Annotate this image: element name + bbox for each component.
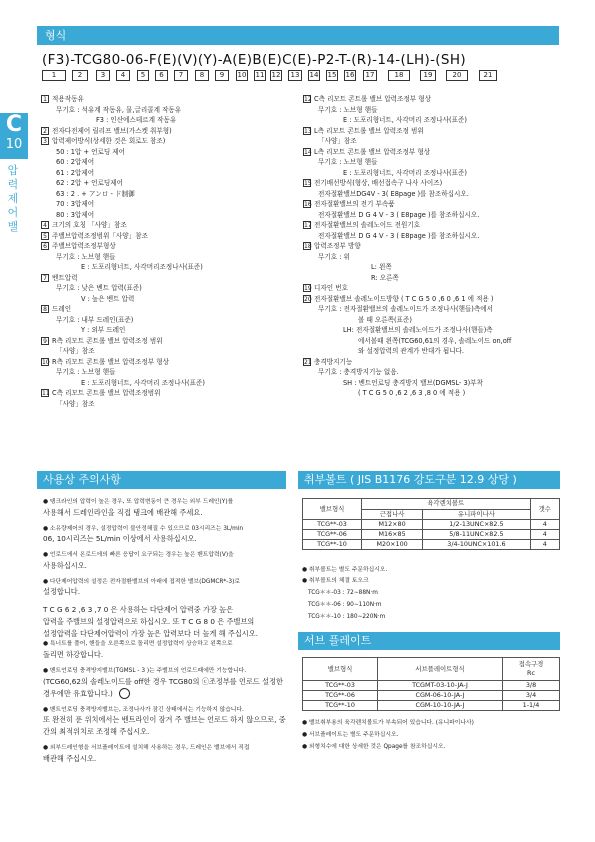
option-line [303, 262, 563, 273]
option-line [303, 115, 563, 126]
option-number: 3 [41, 137, 49, 145]
position-number-box: 14 [309, 71, 319, 79]
bolt-note: ● 취부볼트의 체결 토오크 [302, 578, 369, 584]
caution-note [43, 706, 288, 739]
bolt-note: TCG＊＊-10 : 180∼220N·m [308, 614, 386, 620]
option-number: 20 [304, 295, 312, 303]
subplate-note: ● 외형치수에 대한 상세한 것은 Qpage를 참조하십시오. [302, 744, 446, 750]
position-number-box: 5 [137, 70, 149, 81]
section-header-type [37, 26, 559, 45]
caution-note-body: 배관해 주십시오. [43, 753, 97, 763]
option-number: 12 [304, 96, 312, 103]
option-text: 충격방지기능 [314, 357, 353, 366]
caution-note-lead: ● 특너트를 풀어, 핸들을 오른쪽으로 돌리면 설정압력이 상승하고 왼쪽으로 [43, 641, 233, 648]
option-text: 벤트압력 [52, 273, 78, 282]
position-number-box: 8 [195, 70, 209, 81]
table-row [303, 530, 560, 540]
section-title: 사용상 주의사항 [43, 473, 121, 486]
position-number-box: 20 [446, 70, 468, 81]
option-text: 무기호 : 낮은 벤트 압력(표준) [56, 284, 142, 292]
option-line [41, 94, 296, 105]
circle-symbol-icon [119, 688, 130, 699]
option-number: 16 [304, 201, 312, 208]
option-text: 62 : 2압 + 언로딩제어 [56, 179, 123, 187]
option-line [303, 231, 563, 242]
bolt-header-bolt: 육각렌치볼트 [361, 499, 530, 510]
option-line [41, 126, 296, 137]
option-text: 「사양」참조 [56, 399, 95, 408]
option-line [41, 325, 296, 336]
option-text: 에서볼때 왼쪽(TCG60,61의 경우, 솔레노이드 on,off [358, 336, 512, 345]
option-number: 18 [304, 243, 312, 250]
option-number: 19 [304, 285, 312, 292]
caution-note-body: 설정압력을 다단제어압력이 가장 높은 압력보다 더 높게 해 주십시오. [43, 629, 258, 639]
caution-note [43, 551, 288, 572]
caution-note-lead: ● 벤트언로딩 충격방지밸브(TGMSL - 3 )는 주밸브의 언로드때에만 기능합니다. [43, 667, 247, 674]
option-number: 1 [41, 95, 49, 103]
option-number: 10 [42, 358, 50, 366]
option-text: 60 : 2압제어 [56, 158, 95, 166]
option-text: E : 도포리형너트, 사각머리조정나사(표준) [81, 263, 203, 271]
left-options-list [41, 94, 296, 409]
table-cell: TCG**-03 [303, 520, 362, 530]
option-line [41, 199, 296, 210]
table-row [303, 701, 560, 711]
option-line [41, 346, 296, 357]
side-caption [4, 164, 22, 234]
option-text: 전자절환밸브 D G 4 V - 3 ( E8page )를 참조하십시오. [318, 231, 480, 240]
section-header-subplate [298, 632, 560, 650]
right-options-list [303, 94, 563, 399]
caution-note-lead: ● 소유량제어의 경우, 설정압력이 불안정해질 수 있으므로 03시리즈는 3L/min [43, 525, 244, 532]
option-line [41, 168, 296, 179]
option-line [41, 367, 296, 378]
bolt-note: TCG＊＊-03 : 72∼88N·m [308, 590, 378, 596]
sub-header-port [503, 658, 560, 681]
option-number: 8 [41, 305, 49, 313]
caution-note-body: 설정합니다. [43, 587, 81, 597]
option-line [303, 273, 563, 284]
option-number: 5 [41, 232, 49, 240]
option-text: 주밸브압력조정범위「사양」참조 [52, 231, 148, 240]
caution-notes [43, 498, 288, 771]
option-line [41, 252, 296, 263]
option-line [303, 94, 563, 105]
bolt-header-type: 밸브형식 [303, 499, 362, 520]
table-row [303, 691, 560, 701]
option-line [303, 136, 563, 147]
option-text: 볼 때 오른쪽(표준) [358, 315, 412, 324]
option-line [41, 241, 296, 252]
option-number: 14 [304, 148, 312, 156]
option-text: 전자절환밸브의 전기 부속품 [314, 200, 395, 208]
option-text: 무기호 : 노브형 핸들 [318, 158, 378, 166]
option-text: 무기호 : 노브형 핸들 [56, 368, 116, 376]
option-text: 61 : 2압제어 [56, 168, 95, 177]
caution-note [43, 498, 288, 519]
option-text: 드레인 [52, 305, 72, 313]
option-line [303, 178, 563, 189]
table-cell: TCG**-10 [303, 540, 362, 550]
option-line [41, 115, 296, 126]
option-line [41, 294, 296, 305]
option-line [303, 294, 563, 305]
option-line [303, 147, 563, 158]
option-line [303, 388, 563, 399]
caution-note [43, 604, 288, 616]
option-text: R측 리모트 콘트롤 밸브 압력조정부 형상 [52, 357, 169, 366]
caution-note [43, 578, 288, 599]
option-text: 무기호 : 노브형 핸들 [56, 252, 116, 261]
option-line [303, 241, 563, 252]
option-line [41, 336, 296, 347]
caution-note [43, 525, 288, 546]
table-cell: 3/8 [503, 681, 560, 691]
option-line [303, 346, 563, 357]
option-text: 전자다전제어 릴리프 밸브(가스켓 취부형) [52, 126, 172, 135]
option-text: 50 : 1압 + 언로딩 제어 [56, 147, 126, 156]
option-line [41, 136, 296, 147]
option-text: 「사양」참조 [56, 347, 95, 355]
caution-note [43, 616, 288, 628]
table-cell: M12×80 [361, 520, 422, 530]
option-text: 80 : 3압제어 [56, 210, 95, 219]
side-caption-char: 어 [7, 206, 19, 219]
caution-note [43, 628, 288, 640]
section-header-caution [37, 471, 286, 489]
sub-header-type: 밸브형식 [303, 658, 378, 681]
subplate-note: ● 밸브취부용의 육각렌치볼트가 부속되어 있습니다. (유니파이나사) [302, 720, 474, 726]
option-text: 무기호 : 내부 드레인(표준) [56, 315, 134, 324]
option-text: 무기호 : 석유계 작동유, 물,글리콜계 작동유 [56, 105, 182, 114]
option-text: 전자절환밸브 D G 4 V - 3 ( E8page )를 참조하십시오. [318, 210, 480, 219]
position-number-box: 2 [72, 70, 88, 81]
option-line [41, 388, 296, 399]
option-line [41, 220, 296, 231]
option-text: 디자인 번호 [314, 284, 348, 292]
caution-note-body: T C G 6 2 ,6 3 ,7 0 은 사용하는 다단제어 압력중 가장 높은 [43, 605, 234, 615]
caution-note-body: 돌리면 하강합니다. [43, 649, 104, 659]
section-header-bolts [298, 471, 560, 489]
table-cell: 1-1/4 [503, 701, 560, 711]
table-cell: 3/4 [503, 691, 560, 701]
bolt-table [302, 498, 560, 550]
option-text: 무기호 : 전자절환밸브의 솔레노이드가 조정나사(핸들)측에서 [318, 305, 493, 313]
option-line [41, 210, 296, 221]
table-cell: M20×100 [361, 540, 422, 550]
option-line [303, 168, 563, 179]
option-text: L: 왼쪽 [371, 263, 392, 271]
bolt-header-unified: 유니파이나사 [423, 509, 530, 520]
option-line [303, 315, 563, 326]
side-tab [0, 113, 28, 159]
section-title: 형식 [45, 29, 67, 42]
section-title: 취부볼트 ( JIS B1176 강도구분 12.9 상당 ) [304, 473, 517, 486]
bolt-note: ● 취부볼트는 별도 주문하십시오. [302, 567, 388, 573]
position-number-box: 11 [255, 71, 265, 79]
option-line [41, 231, 296, 242]
option-text: Y : 외부 드레인 [81, 326, 126, 334]
option-line [41, 283, 296, 294]
position-number-box: 16 [345, 71, 355, 79]
table-cell: 5/8-11UNC×82.5 [423, 530, 530, 540]
option-text: 적용작동유 [52, 95, 84, 103]
position-number-box: 15 [327, 71, 337, 79]
bolt-header-metric: 근접나사 [361, 509, 422, 520]
position-number-box: 17 [363, 70, 377, 81]
option-number: 9 [41, 337, 49, 345]
table-cell: TCGMT-03-10-JA-J [378, 681, 503, 691]
option-line [41, 262, 296, 273]
option-text: L측 리모트 콘트롤 밸브 압력조정 범위 [314, 126, 424, 135]
option-text: 70 : 3압제어 [56, 200, 95, 208]
option-text: 무기호 : 충격방지기능 없음. [318, 368, 399, 376]
table-cell: TCG**-10 [303, 701, 378, 711]
table-row [303, 681, 560, 691]
position-number-box: 10 [237, 71, 247, 79]
option-line [41, 147, 296, 158]
table-cell: TCG**-06 [303, 530, 362, 540]
option-text: 압력조정부 방향 [314, 242, 361, 250]
option-number: 13 [304, 127, 312, 135]
option-number: 4 [41, 221, 49, 229]
option-text: 와 설정압력의 관계가 반대가 됩니다. [358, 347, 465, 355]
option-line [303, 336, 563, 347]
option-line [41, 357, 296, 368]
option-text: R: 오른쪽 [371, 273, 399, 282]
table-cell: 4 [530, 540, 559, 550]
table-cell: CGM-10-10-JA-J [378, 701, 503, 711]
option-line [41, 399, 296, 410]
caution-note [43, 667, 288, 700]
position-number-box: 19 [420, 70, 436, 81]
position-number-box: 4 [116, 70, 130, 81]
caution-note-body: 또 완전히 푼 위치에서는 벤트라인이 잠겨 주 밸브는 언로드 하지 않으므로, 중간의 최적위치로 조정해 주십시오. [43, 715, 286, 737]
table-cell: TCG**-06 [303, 691, 378, 701]
option-line [41, 105, 296, 116]
option-number: 21 [304, 358, 312, 366]
position-number-box: 1 [42, 70, 66, 81]
caution-note-lead: ● 외부드레인형을 서브플레이트에 설치해 사용하는 경우, 드레인은 밸브에서 직접 [43, 745, 250, 752]
caution-note-body: (TCG60,62의 솔레노이드를 off한 경우 TCG80의 ⓒ조정부를 언로드 설정한 경우에만 유효합니다.) [43, 676, 283, 698]
option-number: 11 [42, 390, 50, 397]
option-text: 무기호 : 노브형 핸들 [318, 105, 378, 114]
bolt-header-count: 갯수 [530, 499, 559, 520]
option-line [41, 178, 296, 189]
caution-note-lead: ● 탱크라인의 압력이 높은 경우, 또 압력변동이 큰 경우는 외부 드레인(Y)를 [43, 499, 234, 505]
option-line [303, 105, 563, 116]
option-line [41, 378, 296, 389]
option-text: L측 리모트 콘트롤 밸브 압력조정부 형상 [314, 147, 431, 156]
side-caption-char: 제 [7, 192, 19, 205]
option-text: 주밸브압력조정부형상 [52, 242, 116, 250]
option-line [41, 273, 296, 284]
caution-note-body: 사용해서 드레인라인을 직접 탱크에 배관해 주세요. [43, 507, 203, 517]
option-number: 17 [304, 222, 312, 229]
option-line [303, 199, 563, 210]
model-code: (F3)-TCG80-06-F(E)(V)(Y)-A(E)B(E)C(E)-P2-T-(R)-14-(LH)-(SH) [42, 52, 466, 68]
option-line [303, 126, 563, 137]
position-number-box: 18 [388, 70, 410, 81]
position-number-box: 13 [288, 70, 302, 81]
option-line [303, 252, 563, 263]
option-line [303, 283, 563, 294]
option-text: E : 도포리형너트, 사각머리 조정나사(표준) [81, 378, 205, 387]
table-row [303, 520, 560, 530]
option-text: 전자절환밸브DG4V - 3( E8page )를 참조하십시오. [318, 189, 469, 198]
caution-note-body: 사용하십시오. [43, 560, 87, 570]
option-line [303, 304, 563, 315]
position-number-box: 7 [174, 70, 188, 81]
table-cell: M16×85 [361, 530, 422, 540]
caution-note-lead: ● 벤트언로딩 충격방지밸브는, 조정나사가 잠긴 상태에서는 기능하지 않습니다. [43, 706, 244, 713]
side-caption-char: 력 [7, 178, 19, 191]
option-text: C측 리모트 콘트롤 밸브 압력조정범위 [52, 389, 161, 397]
option-line [303, 189, 563, 200]
position-number-box: 9 [215, 70, 229, 81]
option-text: E : 도포리형너트, 사각머리 조정나사(표준) [343, 168, 467, 177]
table-row [303, 540, 560, 550]
option-text: 63 : 2 . + アンロ - ド制御 [56, 189, 135, 198]
option-text: R측 리모트 콘트롤 밸브 압력조정 범위 [52, 336, 163, 345]
option-line [303, 220, 563, 231]
option-text: V : 높은 벤트 압력 [81, 294, 135, 303]
option-line [303, 357, 563, 368]
position-number-box: 12 [271, 71, 281, 79]
option-line [41, 189, 296, 200]
sub-header-port-unit: Rc [527, 669, 535, 677]
option-text: 전자절환밸브 솔레노이드방향 ( T C G 5 0 ,6 0 ,6 1 에 적용 ) [314, 294, 494, 303]
caution-note [43, 640, 288, 661]
option-line [41, 157, 296, 168]
position-number-box: 6 [155, 70, 168, 81]
option-text: E : 도포리형너트, 사각머리 조정나사(표준) [343, 116, 467, 124]
section-title: 서브 플레이트 [304, 634, 372, 647]
option-text: F3 : 인산에스테르계 작동유 [96, 116, 177, 124]
option-line [303, 157, 563, 168]
sub-header-port-label: 접속구경 [518, 660, 544, 668]
table-cell: 1/2-13UNC×82.5 [423, 520, 530, 530]
option-text: 전자절환밸브의 솔레노이드 전원기호 [314, 221, 421, 229]
option-number: 7 [41, 274, 49, 282]
caution-note-lead: ● 언로드에서 온로드에의 빠른 응답이 요구되는 경우는 높은 벤트압력(V)을 [43, 552, 234, 559]
side-caption-char: 압 [7, 164, 19, 177]
position-number-box: 3 [96, 70, 110, 81]
subplate-table [302, 657, 560, 711]
bolt-note: TCG＊＊-06 : 90∼110N·m [308, 602, 382, 608]
option-text: 「사양」참조 [318, 137, 357, 145]
table-cell: 3/4-10UNC×101.6 [423, 540, 530, 550]
option-line [303, 325, 563, 336]
side-tab-number: 10 [5, 137, 23, 152]
caution-note-body: 압력을 주밸브의 설정압력으로 하십시오. 또 T C G 8 0 은 주밸브의 [43, 617, 255, 627]
option-line [303, 378, 563, 389]
option-text: SH : 벤트언로딩 충격방지 밸브(DGMSL- 3)부착 [343, 378, 483, 387]
option-text: 크기의 호칭 「사양」참조 [52, 221, 127, 229]
option-text: 압력제어방식(상세한 것은 회로도 참조) [52, 137, 166, 145]
subplate-note: ● 서브플레이트는 별도 주문하십시오. [302, 732, 399, 738]
position-number-box: 21 [479, 70, 497, 81]
table-cell: TCG**-03 [303, 681, 378, 691]
option-number: 6 [41, 242, 49, 250]
option-number: 2 [41, 127, 49, 135]
option-line [41, 304, 296, 315]
table-cell: 4 [530, 530, 559, 540]
option-text: ( T C G 5 0 ,6 2 ,6 3 ,8 0 에 적용 ) [358, 389, 466, 397]
option-text: LH: 전자절환밸브의 솔레노이드가 조정나사(핸들)측 [343, 326, 493, 334]
table-cell: 4 [530, 520, 559, 530]
option-line [41, 315, 296, 326]
option-line [303, 367, 563, 378]
caution-note [43, 744, 288, 765]
option-line [303, 210, 563, 221]
caution-note-body: 06, 10시리즈는 5L/min 이상에서 사용하십시오. [43, 534, 197, 544]
side-caption-char: 밸 [7, 220, 19, 233]
option-number: 15 [304, 180, 312, 187]
option-text: 전기배선방식(형상, 배선접속구 나사 사이즈) [314, 179, 443, 187]
side-tab-letter: C [5, 112, 23, 137]
caution-note-lead: ● 다단제어압력의 설정은 전자절환밸브의 아래에 접적한 밸브(DGMCR*-3)로 [43, 578, 240, 585]
option-text: 무기호 : 위 [318, 252, 350, 261]
sub-header-model: 서브플레이트형식 [378, 658, 503, 681]
table-cell: CGM-06-10-JA-J [378, 691, 503, 701]
option-text: C측 리모트 콘트롤 밸브 압력조정부 형상 [314, 95, 431, 103]
